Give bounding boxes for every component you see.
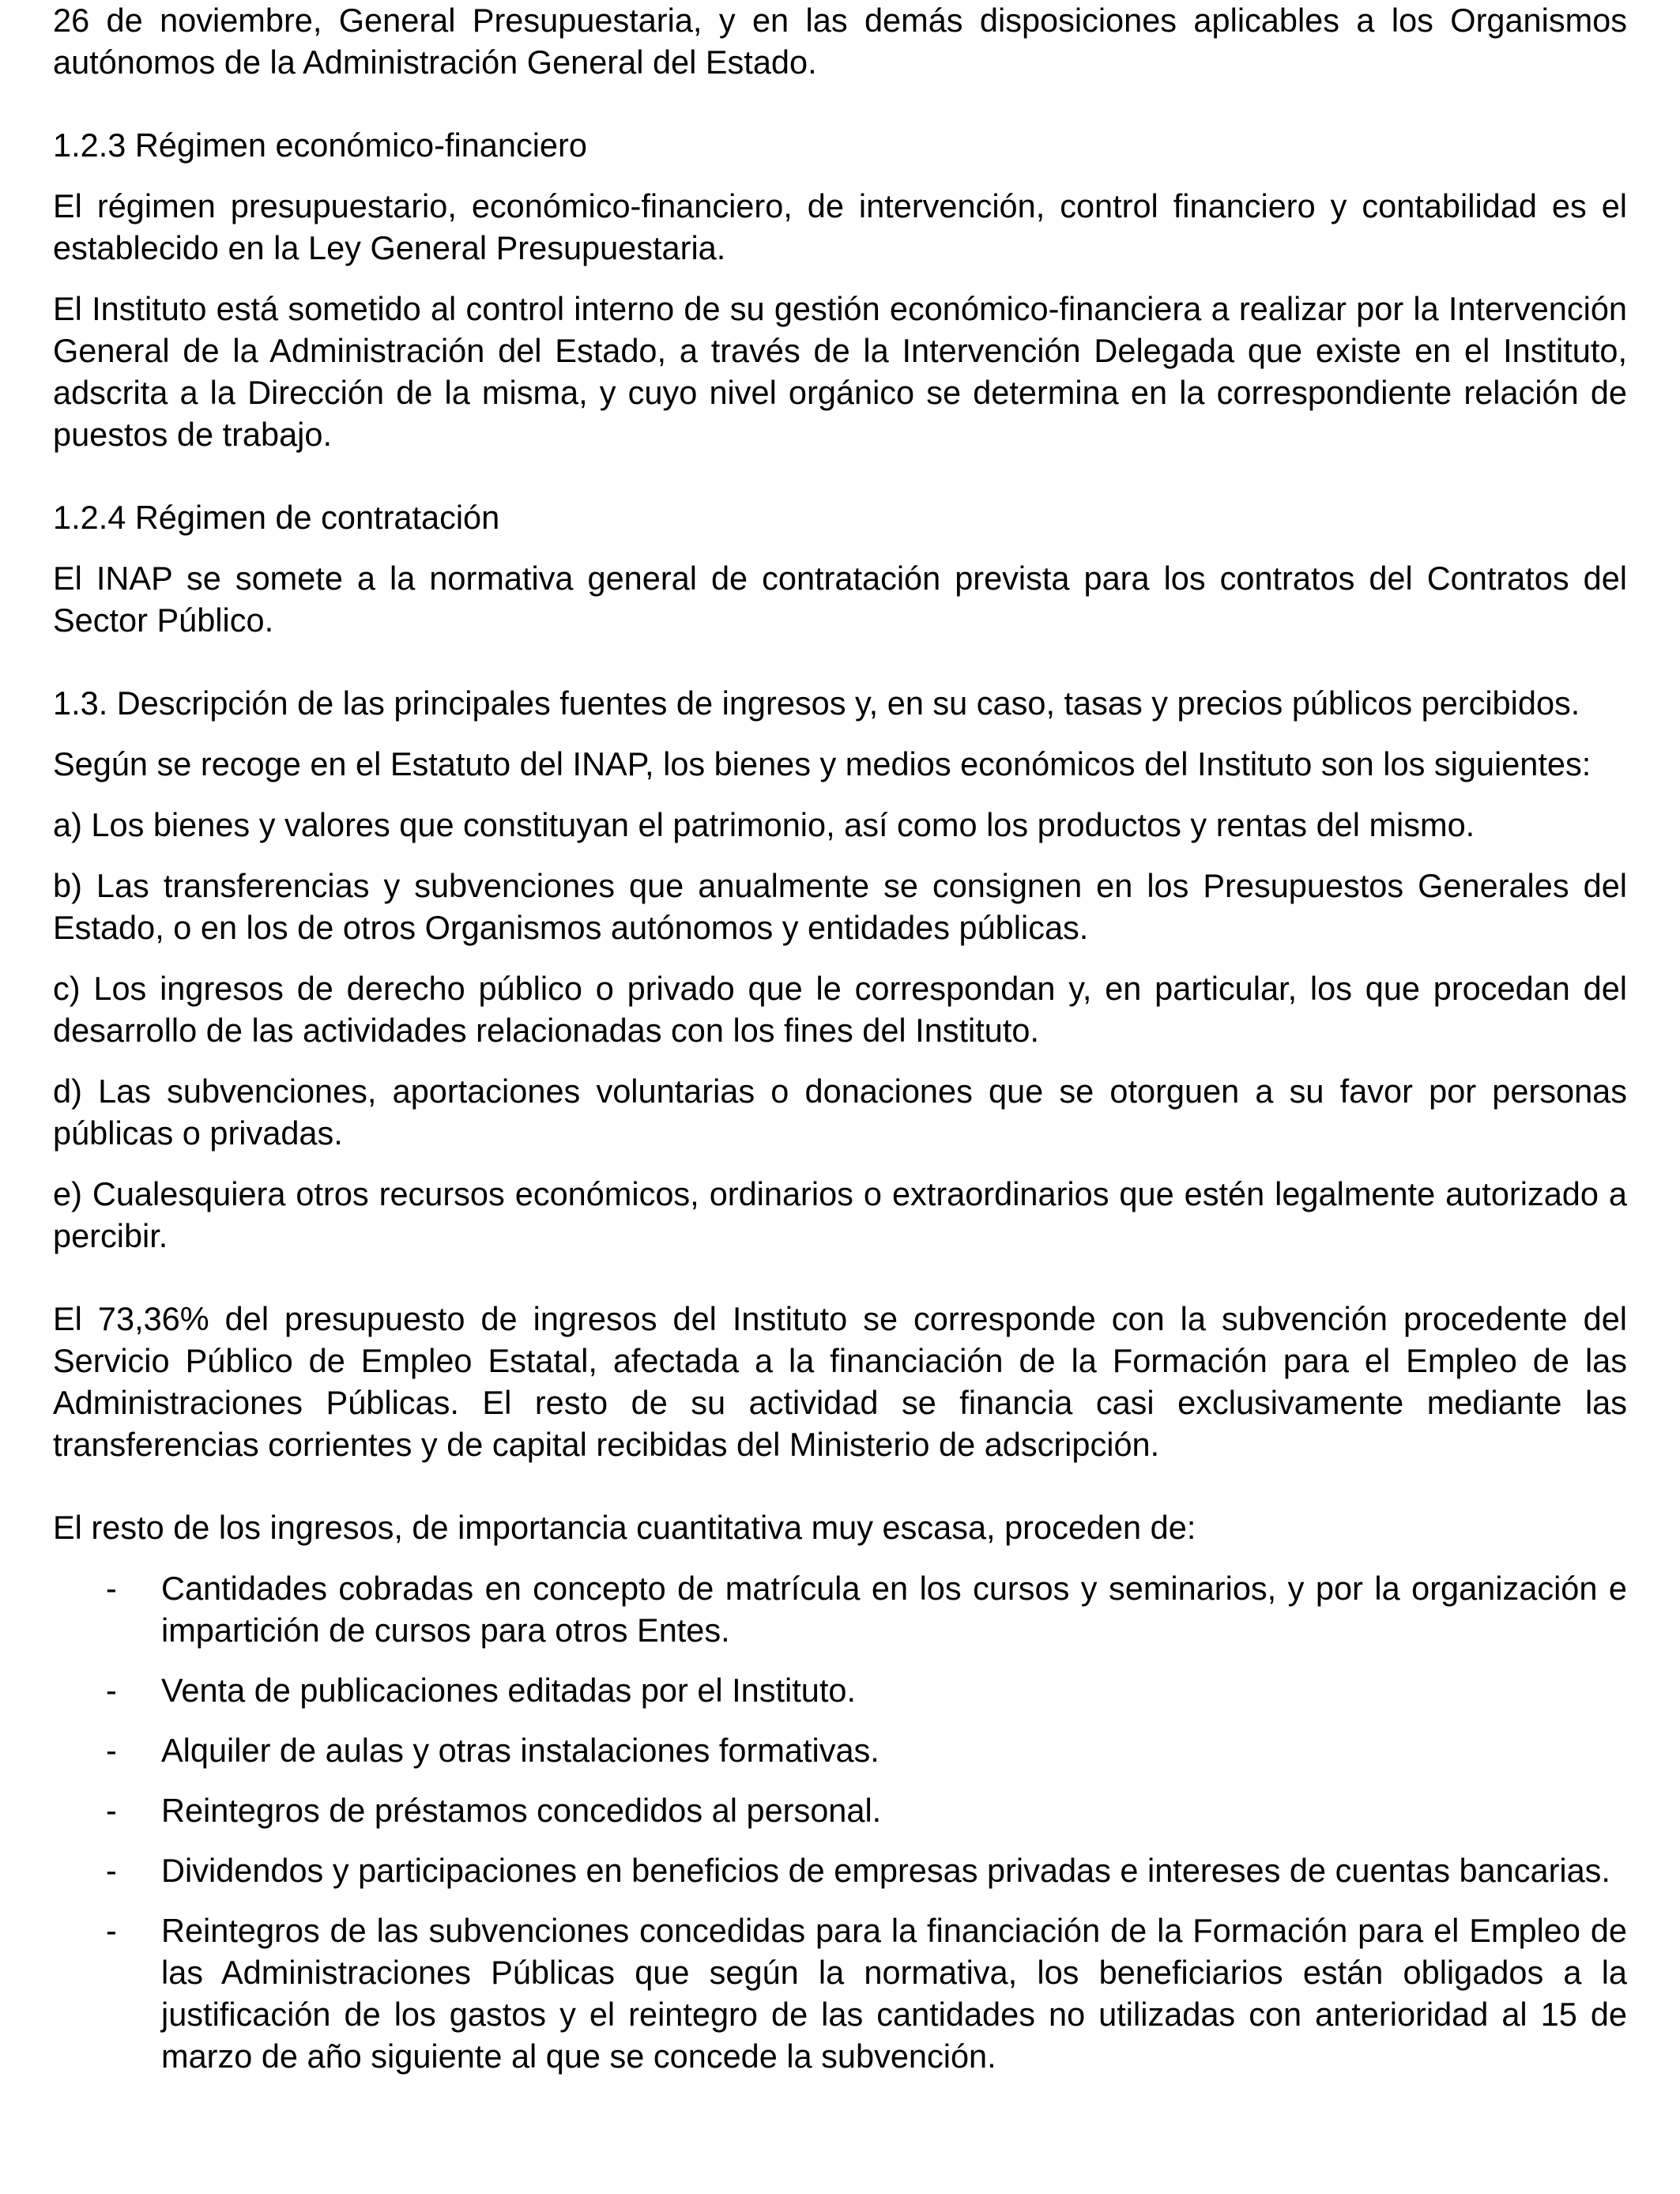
list-item-e: e) Cualesquiera otros recursos económicos, ordinarios o extraordinarios que estén legalmente autorizado a percibir.	[53, 1175, 1627, 1254]
bullet-item	[53, 1729, 1627, 1771]
bullet-item	[53, 1669, 1627, 1711]
bullet-text: Reintegros de préstamos concedidos al personal.	[161, 1792, 882, 1829]
paragraph-regimen-presupuestario: El régimen presupuestario, económico-financiero, de intervención, control financiero y contabilidad es el establecido en la Ley General Presupuestaria.	[53, 187, 1627, 266]
paragraph-porcentaje-ingresos: El 73,36% del presupuesto de ingresos del Instituto se corresponde con la subvención procedente del Servicio Público de Empleo Estatal, afectada a la financiación de la Formación para el Empleo de las Administraciones Públicas. El resto de su actividad se financia casi exclusivamente mediante las transferencias corrientes y de capital recibidas del Ministerio de adscripción.	[53, 1300, 1627, 1463]
paragraph-resto-ingresos: El resto de los ingresos, de importancia cuantitativa muy escasa, proceden de:	[53, 1509, 1196, 1546]
section-heading-1-2-3: 1.2.3 Régimen económico-financiero	[53, 126, 587, 164]
paragraph-contratacion: El INAP se somete a la normativa general de contratación prevista para los contratos del Contratos del Sector Público.	[53, 560, 1627, 639]
bullet-text: Reintegros de las subvenciones concedidas para la financiación de la Formación para el Empleo de las Administraciones Públicas que según la normativa, los beneficiarios están obligados a la justificación de los gastos y el reintegro de las cantidades no utilizadas con anterioridad al 15 de marzo de año siguiente al que se concede la subvención.	[161, 1912, 1627, 2075]
bullet-item	[53, 1909, 1627, 2077]
bullet-dash: -	[106, 1912, 117, 1949]
bullet-dash: -	[106, 1852, 117, 1889]
bullet-text: Cantidades cobradas en concepto de matrícula en los cursos y seminarios, y por la organización e impartición de cursos para otros Entes.	[161, 1570, 1627, 1649]
bullet-item	[53, 1849, 1627, 1891]
document-page	[53, 0, 1627, 2077]
bullet-list	[53, 1567, 1627, 2077]
list-item-a: a) Los bienes y valores que constituyan el patrimonio, así como los productos y rentas del mismo.	[53, 806, 1475, 843]
section-heading-1-2-4: 1.2.4 Régimen de contratación	[53, 499, 500, 536]
bullet-text: Alquiler de aulas y otras instalaciones formativas.	[161, 1732, 880, 1769]
bullet-dash: -	[106, 1672, 117, 1709]
list-item-d: d) Las subvenciones, aportaciones voluntarias o donaciones que se otorguen a su favor por personas públicas o privadas.	[53, 1072, 1627, 1152]
intro-paragraph: 26 de noviembre, General Presupuestaria, y en las demás disposiciones aplicables a los Organismos autónomos de la Administración General del Estado.	[53, 2, 1627, 81]
bullet-dash: -	[106, 1732, 117, 1769]
paragraph-estatuto: Según se recoge en el Estatuto del INAP, los bienes y medios económicos del Instituto son los siguientes:	[53, 745, 1591, 782]
bullet-text: Venta de publicaciones editadas por el Instituto.	[161, 1672, 857, 1709]
paragraph-control-interno: El Instituto está sometido al control interno de su gestión económico-financiera a realizar por la Intervención General de la Administración del Estado, a través de la Intervención Delegada que existe en el Instituto, adscrita a la Dirección de la misma, y cuyo nivel orgánico se determina en la correspondiente relación de puestos de trabajo.	[53, 290, 1627, 453]
bullet-item	[53, 1567, 1627, 1651]
list-item-c: c) Los ingresos de derecho público o privado que le correspondan y, en particular, los que procedan del desarrollo de las actividades relacionadas con los fines del Instituto.	[53, 970, 1627, 1049]
bullet-dash: -	[106, 1570, 117, 1607]
bullet-dash: -	[106, 1792, 117, 1829]
bullet-item	[53, 1789, 1627, 1831]
list-item-b: b) Las transferencias y subvenciones que anualmente se consignen en los Presupuestos Generales del Estado, o en los de otros Organismos autónomos y entidades públicas.	[53, 867, 1627, 946]
section-heading-1-3: 1.3. Descripción de las principales fuentes de ingresos y, en su caso, tasas y precios públicos percibidos.	[53, 684, 1580, 722]
bullet-text: Dividendos y participaciones en beneficios de empresas privadas e intereses de cuentas bancarias.	[161, 1852, 1610, 1889]
